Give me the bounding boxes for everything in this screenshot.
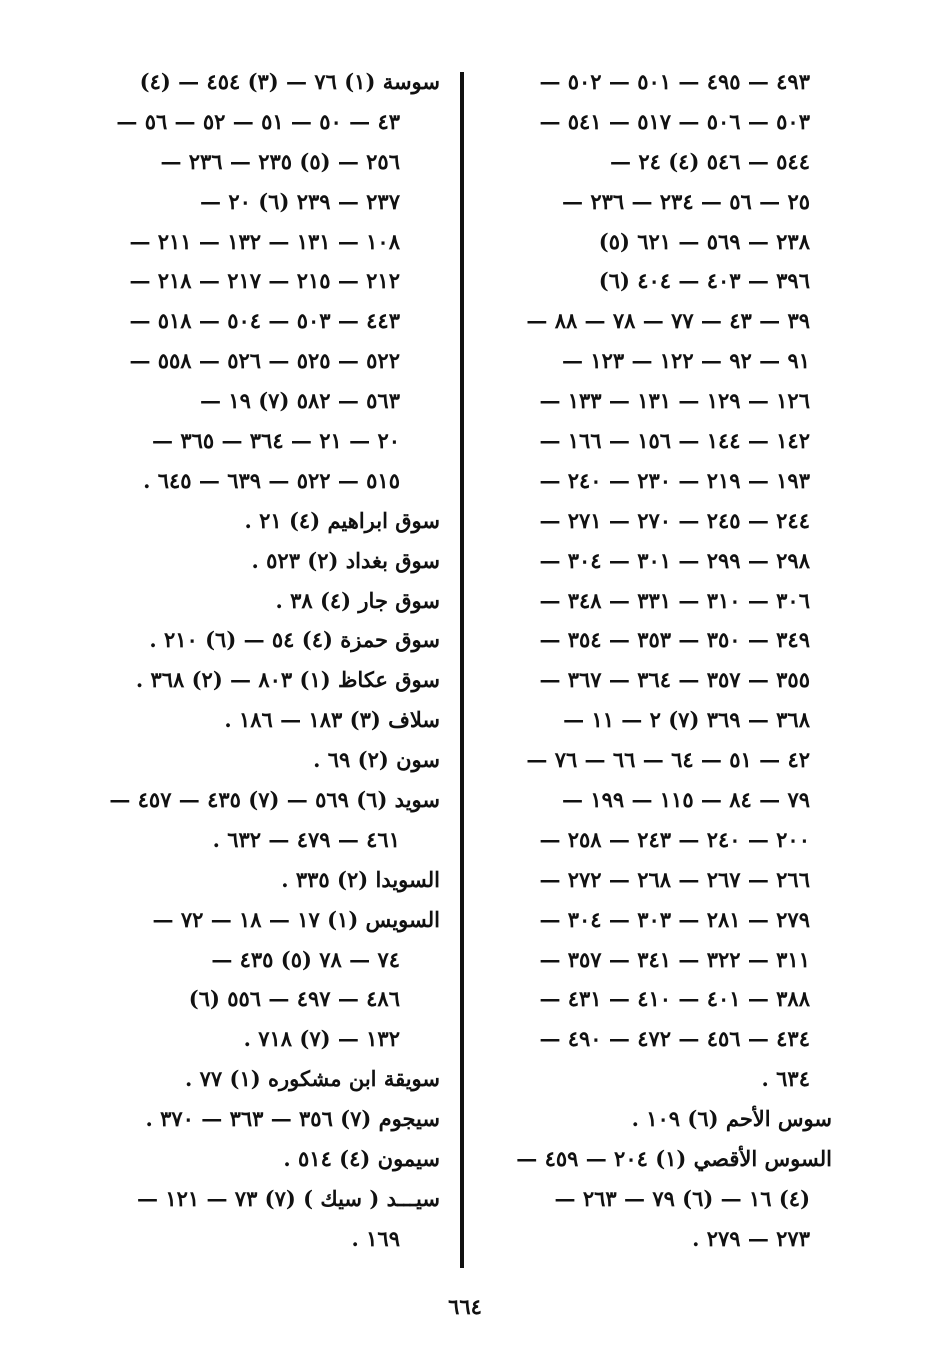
index-entry-line: ٢٣٧ — ٢٣٩ (٦) ٢٠ — xyxy=(200,188,400,214)
index-entry-line: ٢٠ — ٢١ — ٣٦٤ — ٣٦٥ — xyxy=(152,428,400,454)
index-entry-line: سوق بغداد (٢) ٥٢٣ . xyxy=(251,547,440,573)
index-entry-line: سلاف (٣) ١٨٣ — ١٨٦ . xyxy=(224,707,440,733)
index-entry-line: ٧٤ — ٧٨ (٥) ٤٣٥ — xyxy=(211,946,400,972)
index-entry-line: ١٠٨ — ١٣١ — ١٣٢ — ٢١١ — xyxy=(129,228,400,254)
index-entry-line: سوق جار (٤) ٣٨ . xyxy=(275,587,440,613)
index-entry-line: ٢٣٨ — ٥٦٩ — ٦٢١ (٥) xyxy=(598,228,810,254)
index-column-right xyxy=(486,62,832,1259)
index-entry-line: ١٢٦ — ١٢٩ — ١٣١ — ١٣٣ — xyxy=(539,388,810,414)
index-entry-line: سوسة (١) ٧٦ — (٣) ٤٥٤ — (٤) xyxy=(139,69,440,94)
index-entry-line: ٣٩٦ — ٤٠٣ — ٤٠٤ (٦) xyxy=(598,268,810,294)
index-entry-line: ٧٩ — ٨٤ — ١١٥ — ١٩٩ — xyxy=(562,787,810,813)
index-entry-line: ٢٥ — ٥٦ — ٢٣٤ — ٢٣٦ — xyxy=(562,188,810,214)
index-entry-line: السويس (١) ١٧ — ١٨ — ٧٢ — xyxy=(152,906,440,932)
index-entry-line: ٤٣ — ٥٠ — ٥١ — ٥٢ — ٥٦ — xyxy=(116,108,400,134)
index-entry-line: سيـــد ( سيك ) (٧) ٧٣ — ١٢١ — xyxy=(137,1185,440,1211)
index-entry-line: (٤) ١٦ — (٦) ٧٩ — ٢٦٣ — xyxy=(554,1185,810,1211)
index-entry-line: ١٦٩ . xyxy=(351,1225,400,1251)
index-entry-line: ٤٨٦ — ٤٩٧ — ٥٥٦ (٦) xyxy=(188,986,400,1012)
index-entry-line: سوق عكاظ (١) ٨٠٣ — (٢) ٣٦٨ . xyxy=(135,667,440,693)
index-entry-line: سوس الأحم (٦) ١٠٩ . xyxy=(631,1106,832,1132)
index-entry-line: ٥٤٤ — ٥٤٦ (٤) ٢٤ — xyxy=(610,148,810,174)
index-entry-line: ٥١٥ — ٥٢٢ — ٦٣٩ — ٦٤٥ . xyxy=(143,467,400,493)
index-entry-line: سوق حمزة (٤) ٥٤ — (٦) ٢١٠ . xyxy=(149,627,440,653)
index-entry-line: ٤٦١ — ٤٧٩ — ٦٣٢ . xyxy=(212,826,400,852)
index-entry-line: ٥٠٣ — ٥٠٦ — ٥١٧ — ٥٤١ — xyxy=(539,108,810,134)
index-entry-line: ٣٩ — ٤٣ — ٧٧ — ٧٨ — ٨٨ — xyxy=(526,308,810,334)
index-entry-line: السوس الأقصي (١) ٢٠٤ — ٤٥٩ — xyxy=(516,1146,832,1172)
index-entry-line: سون (٢) ٦٩ . xyxy=(313,747,440,773)
index-entry-line: سيجوم (٧) ٣٥٦ — ٣٦٣ — ٣٧٠ . xyxy=(145,1106,440,1132)
index-entry-line: سويقة ابن مشكوره (١) ٧٧ . xyxy=(185,1066,440,1092)
index-entry-line: ٣٨٨ — ٤٠١ — ٤١٠ — ٤٣١ — xyxy=(539,986,810,1012)
index-column-left xyxy=(86,62,440,1259)
index-entry-line: سوق ابراهيم (٤) ٢١ . xyxy=(244,507,440,533)
index-entry-line: ٢٩٨ — ٢٩٩ — ٣٠١ — ٣٠٤ — xyxy=(539,547,810,573)
index-entry-line: ٣١١ — ٣٢٢ — ٣٤١ — ٣٥٧ — xyxy=(539,946,810,972)
page-number: ٦٦٤ xyxy=(448,1294,482,1319)
index-entry-line: ٢٥٦ — (٥) ٢٣٥ — ٢٣٦ — xyxy=(160,148,400,174)
index-entry-line: ١٤٢ — ١٤٤ — ١٥٦ — ١٦٦ — xyxy=(539,428,810,454)
index-entry-line: ٢٧٩ — ٢٨١ — ٣٠٣ — ٣٠٤ — xyxy=(539,906,810,932)
index-entry-line: سيمون (٤) ٥١٤ . xyxy=(283,1146,440,1172)
index-entry-line: ٤٩٣ — ٤٩٥ — ٥٠١ — ٥٠٢ — xyxy=(539,69,810,94)
index-entry-line: ٢٧٣ — ٢٧٩ . xyxy=(692,1225,810,1251)
index-entry-line: سويد (٦) ٥٦٩ — (٧) ٤٣٥ — ٤٥٧ — xyxy=(109,787,440,813)
index-entry-line: ٣٠٦ — ٣١٠ — ٣٣١ — ٣٤٨ — xyxy=(539,587,810,613)
index-entry-line: ٩١ — ٩٢ — ١٢٢ — ١٢٣ — xyxy=(562,348,810,374)
index-entry-line: ٥٢٢ — ٥٢٥ — ٥٢٦ — ٥٥٨ — xyxy=(129,348,400,374)
index-entry-line: ٣٤٩ — ٣٥٠ — ٣٥٣ — ٣٥٤ — xyxy=(539,627,810,653)
index-entry-line: ٣٥٥ — ٣٥٧ — ٣٦٤ — ٣٦٧ — xyxy=(539,667,810,693)
index-entry-line: ٢١٢ — ٢١٥ — ٢١٧ — ٢١٨ — xyxy=(129,268,400,294)
index-entry-line: ٤٣٤ — ٤٥٦ — ٤٧٢ — ٤٩٠ — xyxy=(539,1026,810,1052)
index-entry-line: ٤٢ — ٥١ — ٦٤ — ٦٦ — ٧٦ — xyxy=(526,747,810,773)
index-entry-line: ٢٦٦ — ٢٦٧ — ٢٦٨ — ٢٧٢ — xyxy=(539,866,810,892)
index-entry-line: ٣٦٨ — ٣٦٩ (٧) ٢ — ١١ — xyxy=(563,707,810,733)
index-entry-line: ١٩٣ — ٢١٩ — ٢٣٠ — ٢٤٠ — xyxy=(539,467,810,493)
index-entry-line: ٢٠٠ — ٢٤٠ — ٢٤٣ — ٢٥٨ — xyxy=(539,826,810,852)
index-entry-line: ٦٣٤ . xyxy=(761,1066,810,1092)
index-entry-line: ٥٦٣ — ٥٨٢ (٧) ١٩ — xyxy=(200,388,400,414)
index-entry-line: ٤٤٣ — ٥٠٣ — ٥٠٤ — ٥١٨ — xyxy=(129,308,400,334)
index-entry-line: السويدا (٢) ٣٣٥ . xyxy=(281,866,440,892)
index-entry-line: ٢٤٤ — ٢٤٥ — ٢٧٠ — ٢٧١ — xyxy=(539,507,810,533)
column-divider xyxy=(460,72,464,1268)
index-entry-line: ١٣٢ — (٧) ٧١٨ . xyxy=(243,1026,400,1052)
